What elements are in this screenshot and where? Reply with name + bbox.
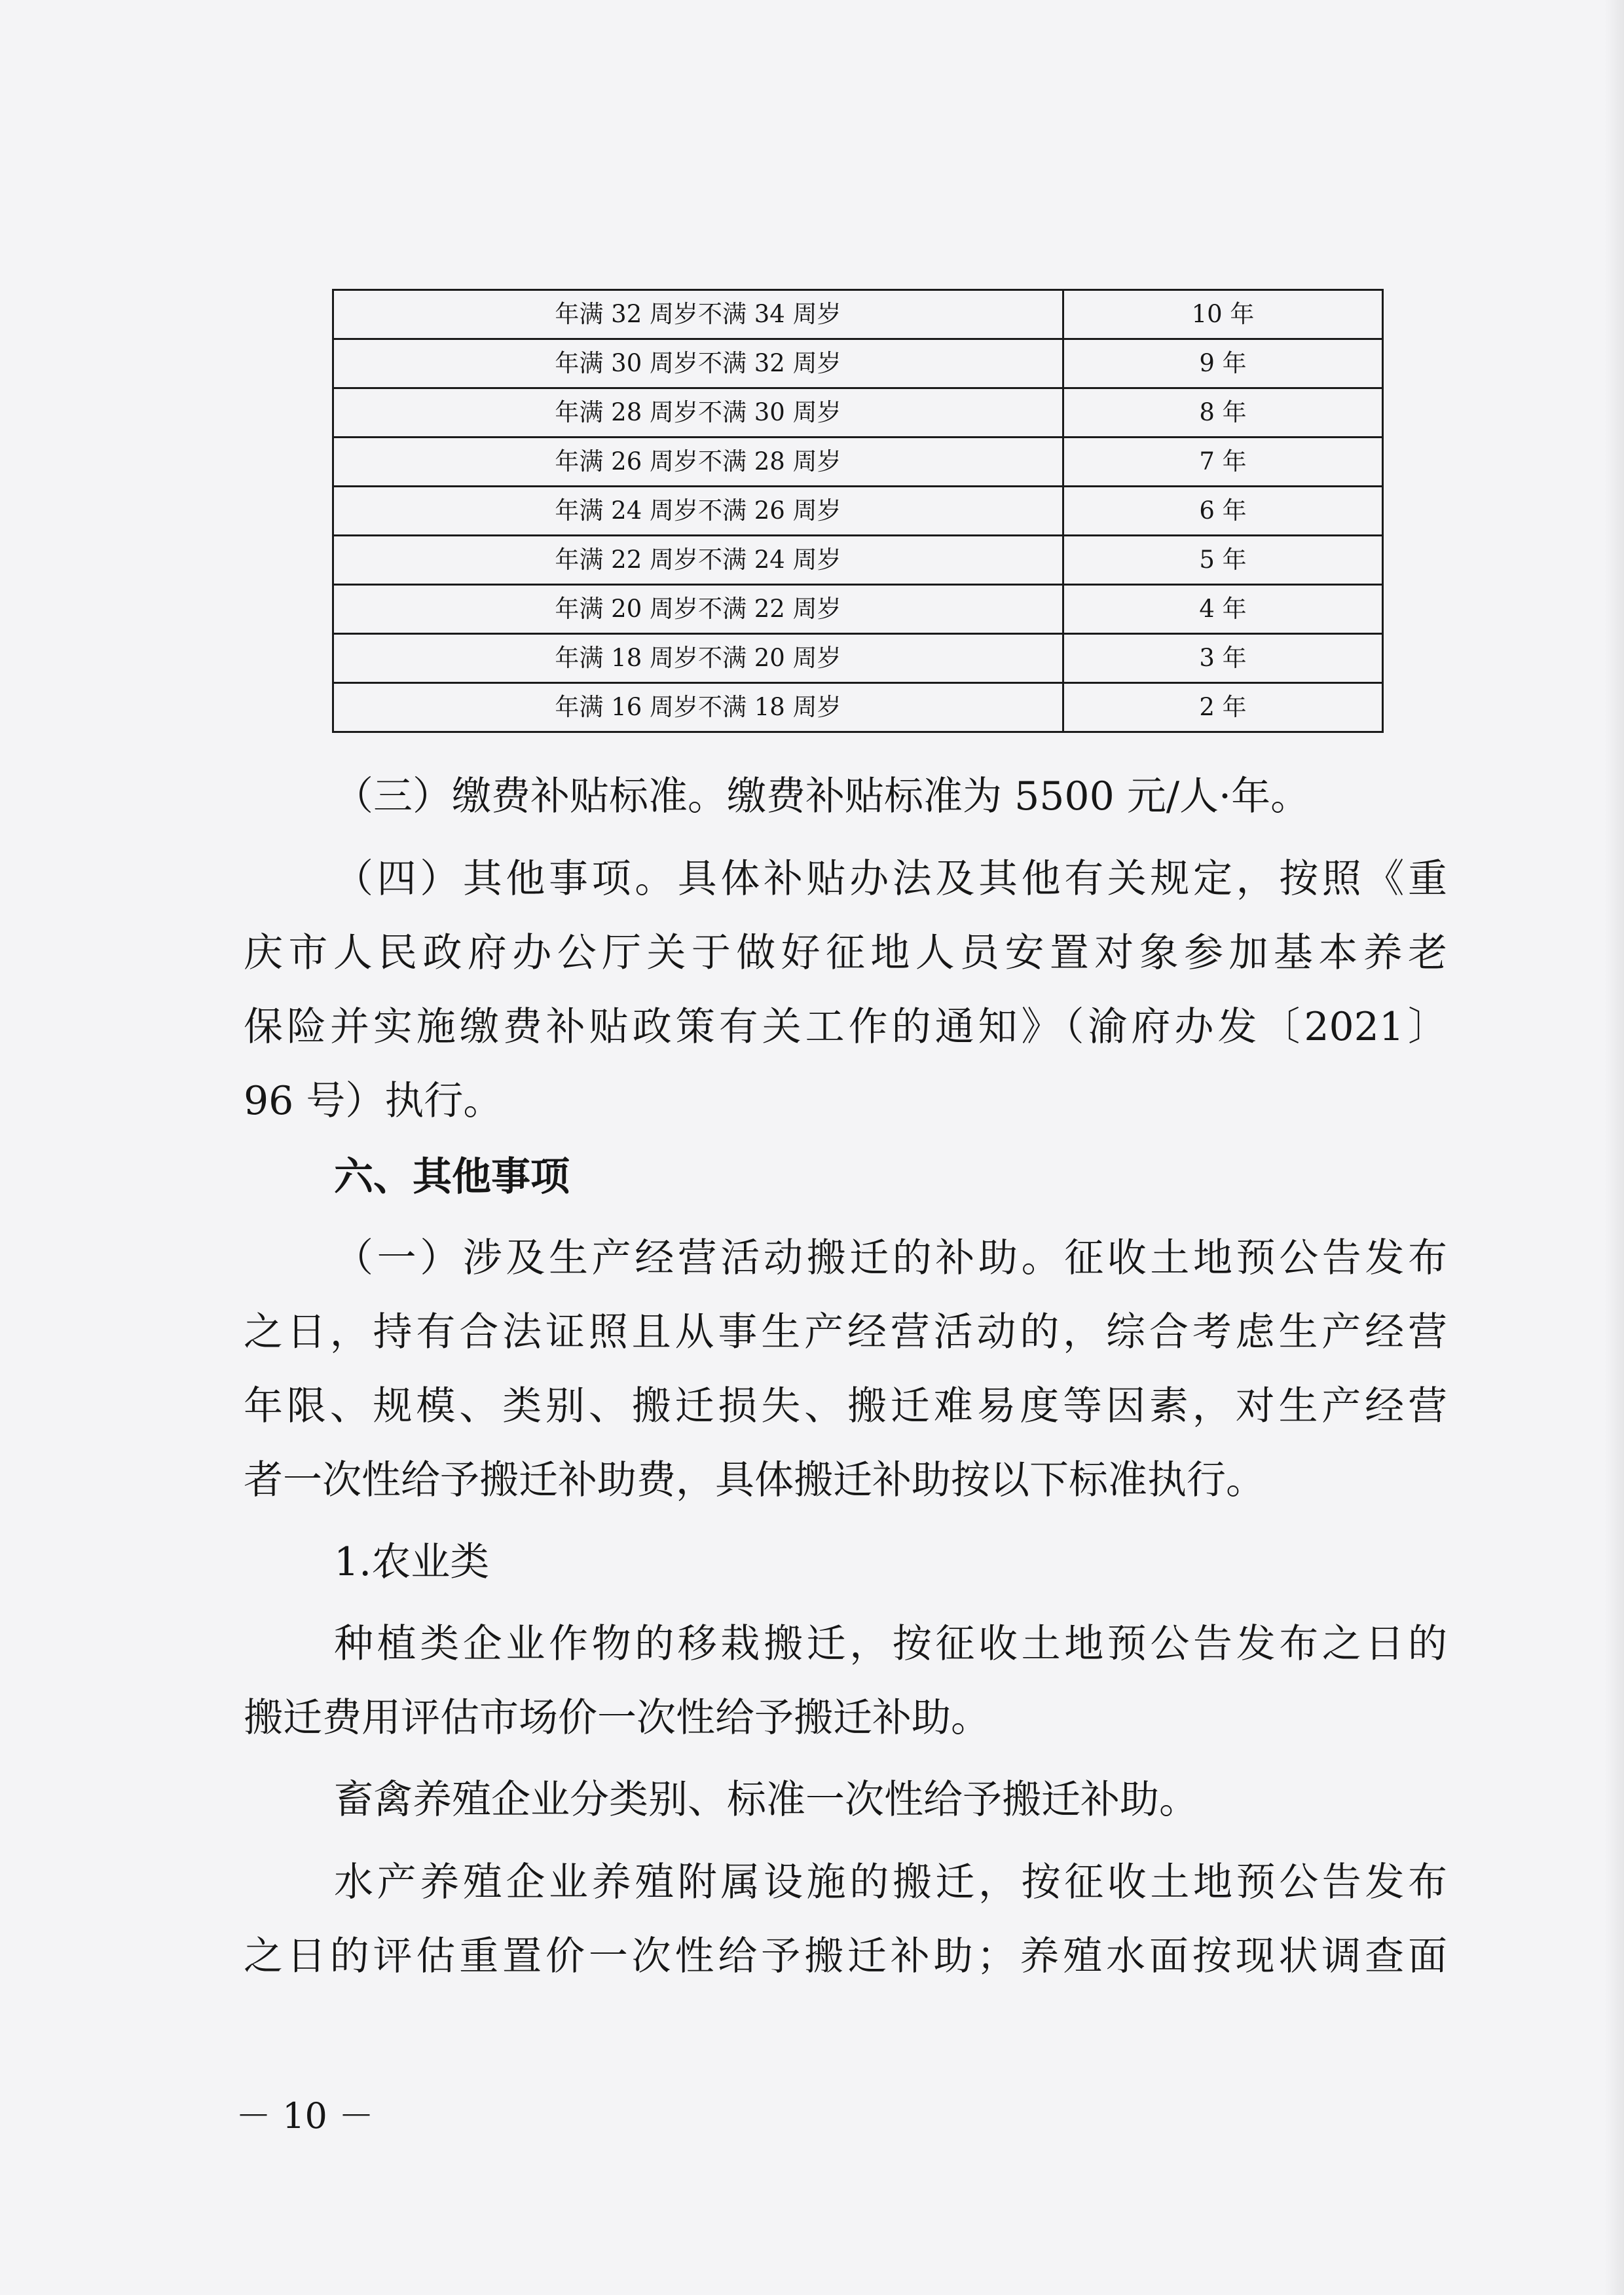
table-row <box>333 634 1383 683</box>
paragraph-planting-line-1: 种植类企业作物的移栽搬迁，按征收土地预公告发布之日的 <box>334 1621 1447 1667</box>
age-range-cell: 年满 26 周岁不满 28 周岁 <box>333 438 1063 487</box>
paragraph-relocation-line-1: （一）涉及生产经营活动搬迁的补助。征收土地预公告发布 <box>334 1235 1447 1281</box>
table-row <box>333 388 1383 438</box>
age-range-cell: 年满 24 周岁不满 26 周岁 <box>333 487 1063 536</box>
paragraph-aquaculture-line-2: 之日的评估重置价一次性给予搬迁补助；养殖水面按现状调查面 <box>244 1933 1447 1979</box>
years-cell: 7 年 <box>1063 438 1383 487</box>
age-years-table <box>332 289 1384 733</box>
paragraph-relocation-line-4: 者一次性给予搬迁补助费，具体搬迁补助按以下标准执行。 <box>244 1457 1265 1503</box>
years-cell: 8 年 <box>1063 388 1383 438</box>
age-range-cell: 年满 28 周岁不满 30 周岁 <box>333 388 1063 438</box>
years-cell: 10 年 <box>1063 290 1383 339</box>
years-cell: 4 年 <box>1063 585 1383 634</box>
years-cell: 2 年 <box>1063 683 1383 732</box>
paragraph-relocation-line-3: 年限、规模、类别、搬迁损失、搬迁难易度等因素，对生产经营 <box>244 1383 1447 1429</box>
years-cell: 3 年 <box>1063 634 1383 683</box>
table-body <box>333 290 1383 732</box>
paragraph-other-matters-line-3: 保险并实施缴费补贴政策有关工作的通知》（渝府办发〔2021〕 <box>244 1004 1447 1050</box>
table-row <box>333 290 1383 339</box>
years-cell: 9 年 <box>1063 339 1383 388</box>
table-row <box>333 339 1383 388</box>
section-heading-six: 六、其他事项 <box>334 1154 570 1200</box>
paragraph-other-matters-line-4: 96 号）执行。 <box>244 1078 503 1124</box>
age-range-cell: 年满 20 周岁不满 22 周岁 <box>333 585 1063 634</box>
table-row <box>333 536 1383 585</box>
paragraph-contribution-standard: （三）缴费补贴标准。缴费补贴标准为 5500 元/人·年。 <box>334 774 1310 819</box>
age-range-cell: 年满 18 周岁不满 20 周岁 <box>333 634 1063 683</box>
table-row <box>333 487 1383 536</box>
page-number: － 10 － <box>236 2095 375 2136</box>
years-cell: 6 年 <box>1063 487 1383 536</box>
paragraph-livestock: 畜禽养殖企业分类别、标准一次性给予搬迁补助。 <box>334 1777 1198 1823</box>
paragraph-relocation-line-2: 之日，持有合法证照且从事生产经营活动的，综合考虑生产经营 <box>244 1309 1447 1355</box>
paragraph-planting-line-2: 搬迁费用评估市场价一次性给予搬迁补助。 <box>244 1695 990 1741</box>
age-range-cell: 年满 30 周岁不满 32 周岁 <box>333 339 1063 388</box>
table-row <box>333 585 1383 634</box>
age-range-cell: 年满 16 周岁不满 18 周岁 <box>333 683 1063 732</box>
paragraph-other-matters-line-1: （四）其他事项。具体补贴办法及其他有关规定，按照《重 <box>334 856 1447 902</box>
age-range-cell: 年满 22 周岁不满 24 周岁 <box>333 536 1063 585</box>
age-range-cell: 年满 32 周岁不满 34 周岁 <box>333 290 1063 339</box>
paragraph-other-matters-line-2: 庆市人民政府办公厅关于做好征地人员安置对象参加基本养老 <box>244 930 1447 976</box>
table-row <box>333 438 1383 487</box>
subheading-agriculture: 1.农业类 <box>334 1539 490 1585</box>
years-cell: 5 年 <box>1063 536 1383 585</box>
table-row <box>333 683 1383 732</box>
paragraph-aquaculture-line-1: 水产养殖企业养殖附属设施的搬迁，按征收土地预公告发布 <box>334 1859 1447 1905</box>
